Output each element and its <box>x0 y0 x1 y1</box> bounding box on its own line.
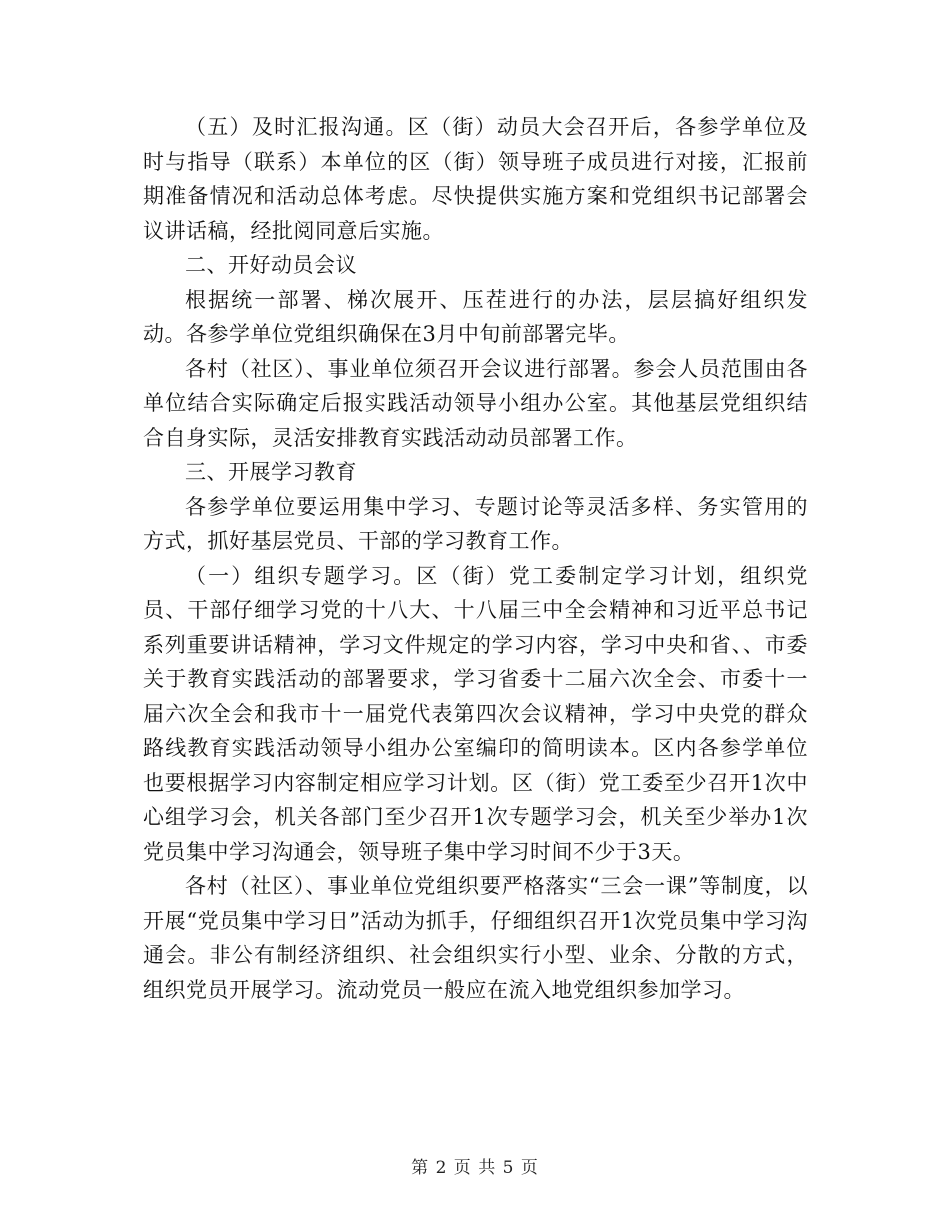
document-body <box>143 110 808 1007</box>
paragraph-special-study: （一）组织专题学习。区（街）党工委制定学习计划，组织党员、干部仔细学习党的十八大、十八届三中全会精神和习近平总书记系列重要讲话精神，学习文件规定的学习内容，学习中央和省、、市委关于教育实践活动的部署要求，学习省委十二届六次全会、市委十一届六次全会和我市十一届党代表第四次会议精神，学习中央党的群众路线教育实践活动领导小组办公室编印的简明读本。区内各参学单位也要根据学习内容制定相应学习计划。区（街）党工委至少召开1次中心组学习会，机关各部门至少召开1次专题学习会，机关至少举办1次党员集中学习沟通会，领导班子集中学习时间不少于3天。 <box>143 563 808 864</box>
heading-study-education: 三、开展学习教育 <box>185 460 357 484</box>
paragraph-unified-deployment: 根据统一部署、梯次展开、压茬进行的办法，层层搞好组织发动。各参学单位党组织确保在3月中旬前部署完毕。 <box>143 287 808 346</box>
paragraph-study-methods: 各参学单位要运用集中学习、专题讨论等灵活多样、务实管用的方式，抓好基层党员、干部的学习教育工作。 <box>143 494 808 553</box>
paragraph-report-communication: （五）及时汇报沟通。区（街）动员大会召开后，各参学单位及时与指导（联系）本单位的区（街）领导班子成员进行对接，汇报前期准备情况和活动总体考虑。尽快提供实施方案和党组织书记部署会议讲话稿，经批阅同意后实施。 <box>143 115 808 243</box>
heading-mobilization-meeting: 二、开好动员会议 <box>185 253 357 277</box>
paragraph-party-study-day: 各村（社区）、事业单位党组织要严格落实“三会一课”等制度，以开展“党员集中学习日”活动为抓手，仔细组织召开1次党员集中学习沟通会。非公有制经济组织、社会组织实行小型、业余、分散的方式，组织党员开展学习。流动党员一般应在流入地党组织参加学习。 <box>143 874 808 1002</box>
paragraph-village-meetings: 各村（社区）、事业单位须召开会议进行部署。参会人员范围由各单位结合实际确定后报实践活动领导小组办公室。其他基层党组织结合自身实际，灵活安排教育实践活动动员部署工作。 <box>143 356 808 450</box>
page-number-footer: 第 2 页 共 5 页 <box>411 1158 539 1178</box>
